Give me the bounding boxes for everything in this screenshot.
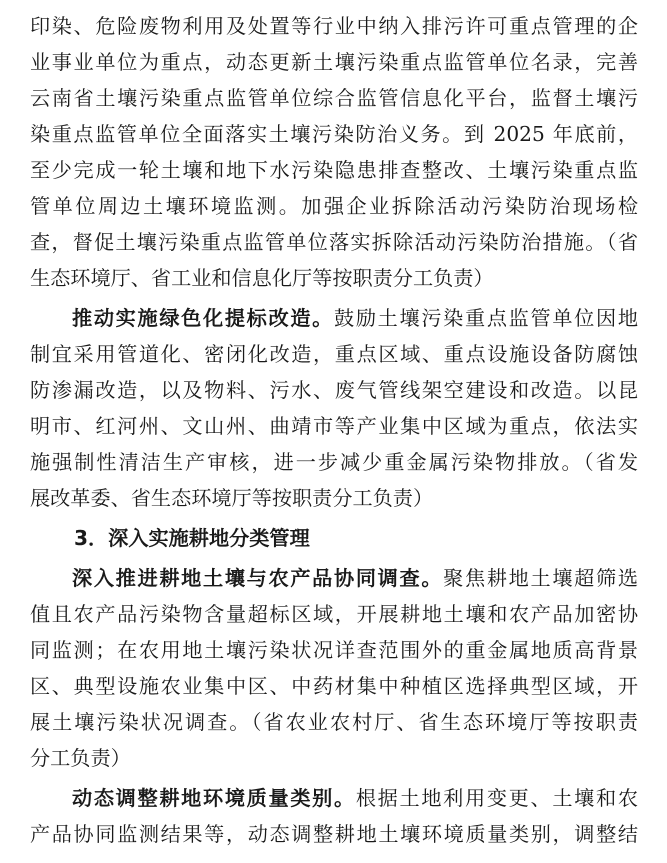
paragraph-first-line <box>72 560 638 596</box>
text-line: 制宜采用管道化、密闭化改造，重点区域、重点设施设备防腐蚀 <box>30 342 638 366</box>
paragraph-text: 根据土地利用变更、土壤和农 <box>355 786 639 810</box>
paragraph-lead-heading: 推动实施绿色化提标改造。 <box>72 306 335 330</box>
paragraph-lead-heading: 动态调整耕地环境质量类别。 <box>72 786 356 810</box>
text-line: 查，督促土壤污染重点监管单位落实拆除活动污染防治措施。（省 <box>30 230 638 254</box>
text-line: 云南省土壤污染重点监管单位综合监管信息化平台，监督土壤污 <box>30 86 638 110</box>
text-line: 展改革委、省生态环境厅等按职责分工负责） <box>30 486 434 510</box>
text-line: 业事业单位为重点，动态更新土壤污染重点监管单位名录，完善 <box>30 50 638 74</box>
text-line: 生态环境厅、省工业和信息化厅等按职责分工负责） <box>30 266 494 290</box>
text-line: 区、典型设施农业集中区、中药材集中种植区选择典型区域，开 <box>30 674 638 698</box>
text-line: 染重点监管单位全面落实土壤污染防治义务。到 2025 年底前， <box>30 122 638 146</box>
paragraph-text: 鼓励土壤污染重点监管单位因地 <box>334 306 639 330</box>
text-line: 管单位周边土壤环境监测。加强企业拆除活动污染防治现场检 <box>30 194 638 218</box>
section-heading: 3．深入实施耕地分类管理 <box>74 526 310 550</box>
text-line: 施强制性清洁生产审核，进一步减少重金属污染物排放。（省发 <box>30 450 638 474</box>
text-line: 明市、红河州、文山州、曲靖市等产业集中区域为重点，依法实 <box>30 414 638 438</box>
paragraph-text: 聚焦耕地土壤超筛选 <box>443 566 638 590</box>
text-line: 分工负责） <box>30 746 131 770</box>
text-line: 同监测；在农用地土壤污染状况详查范围外的重金属地质高背景 <box>30 638 638 662</box>
text-line: 至少完成一轮土壤和地下水污染隐患排查整改、土壤污染重点监 <box>30 158 638 182</box>
text-line: 印染、危险废物利用及处置等行业中纳入排污许可重点管理的企 <box>30 14 638 38</box>
text-line: 产品协同监测结果等，动态调整耕地土壤环境质量类别，调整结 <box>30 822 638 846</box>
paragraph-first-line <box>72 780 638 816</box>
paragraph-first-line <box>72 300 638 336</box>
text-line: 展土壤污染状况调查。（省农业农村厅、省生态环境厅等按职责 <box>30 710 638 734</box>
paragraph-lead-heading: 深入推进耕地土壤与农产品协同调查。 <box>72 566 444 590</box>
text-line: 防渗漏改造，以及物料、污水、废气管线架空建设和改造。以昆 <box>30 378 638 402</box>
text-line: 值且农产品污染物含量超标区域，开展耕地土壤和农产品加密协 <box>30 602 638 626</box>
